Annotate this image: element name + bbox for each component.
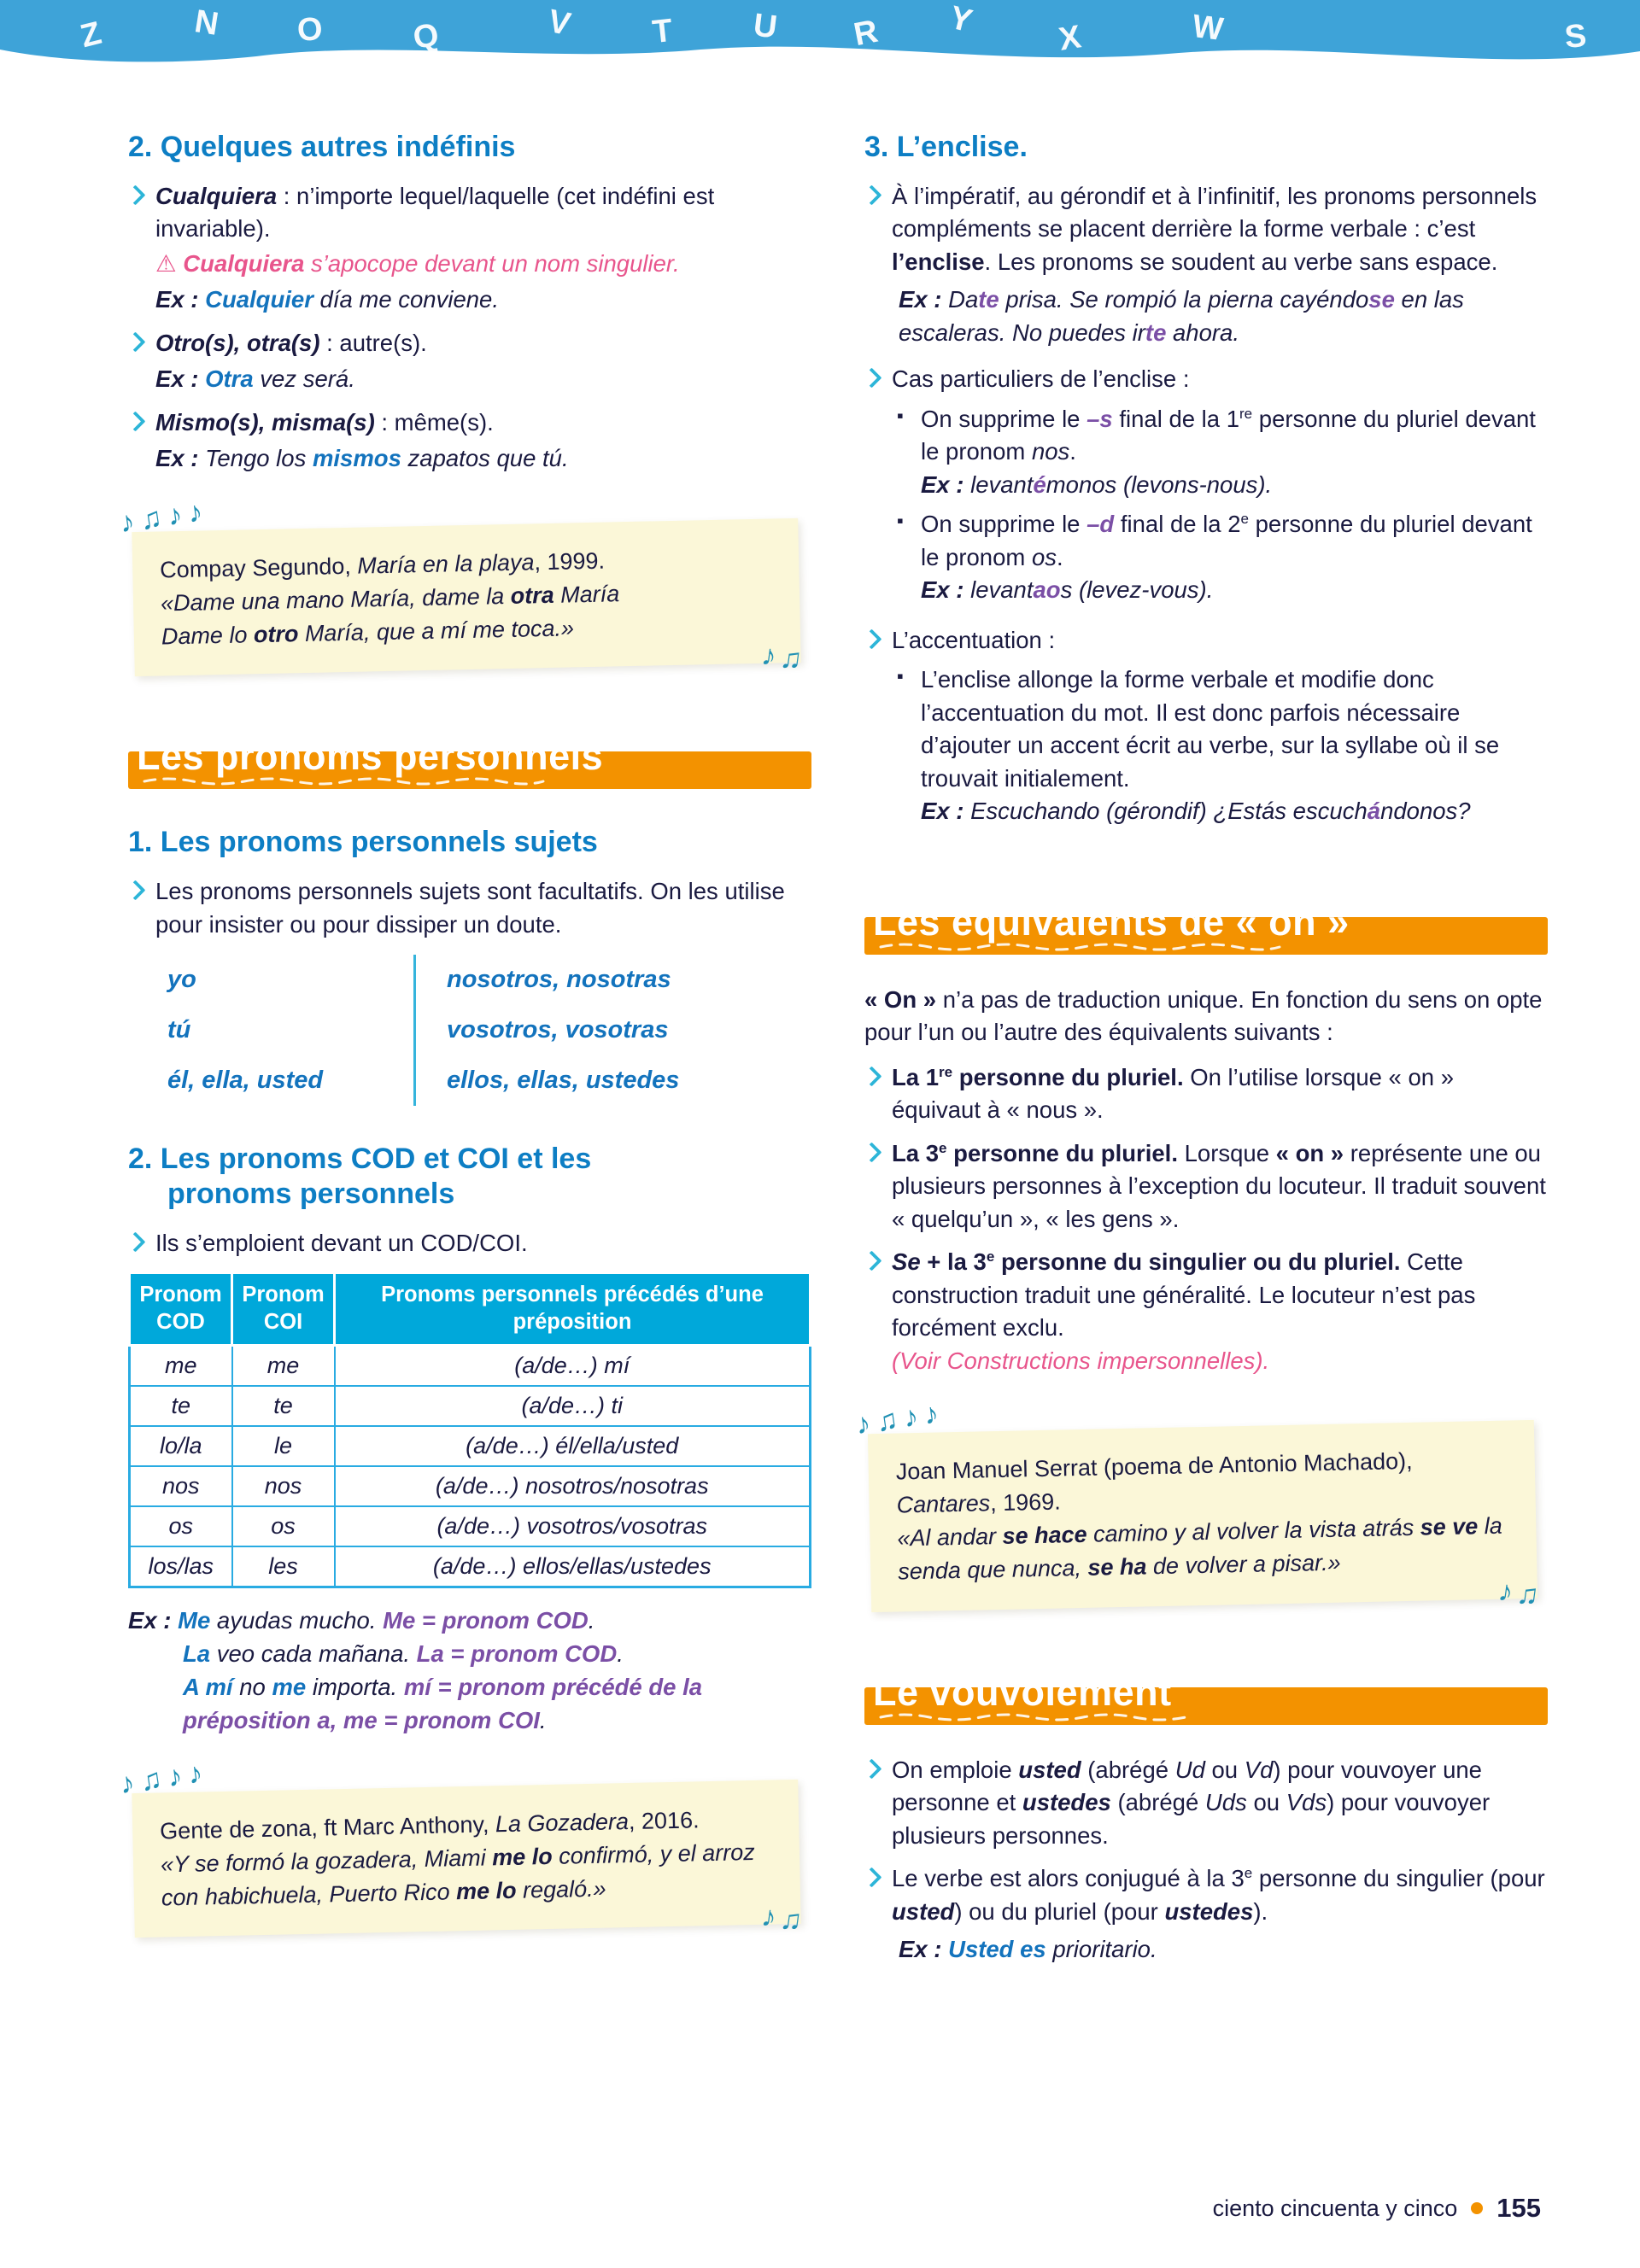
bullet-text: Se + la 3e personne du singulier ou du pluriel. Cette construction traduit une généralité. Le locuteur n’est pas forcément exclu. [892, 1248, 1476, 1342]
bullet-otros [128, 327, 811, 396]
song-box-compay-segundo [117, 494, 808, 677]
song-box-serrat [853, 1396, 1545, 1613]
section-title: Les équivalents de « on » [873, 899, 1350, 944]
banner-letter: X [1056, 19, 1084, 58]
table-cell: nos [232, 1466, 335, 1506]
page-number: 155 [1496, 2193, 1541, 2223]
table-cell: (a/de…) mí [335, 1345, 811, 1386]
pronoun-cell: tú [167, 1016, 191, 1044]
bullet-text: Cualquiera : n’importe lequel/laquelle (cet indéfini est invariable). [155, 182, 715, 243]
chevron-bullet-icon [128, 406, 155, 476]
bullet-text: Le verbe est alors conjugué à la 3e personne du singulier (pour usted) ou du pluriel (pour ustedes). [892, 1865, 1545, 1925]
table-cell: nos [130, 1466, 232, 1506]
sub-bullet-suppression-d [897, 508, 1548, 607]
bullet-accentuation [864, 624, 1548, 835]
table-cell: os [130, 1506, 232, 1546]
chevron-bullet-icon [128, 327, 155, 396]
example-levantaos: Ex : levantaos (levez-vous). [921, 576, 1214, 604]
music-notes-icon: ♪♫ [758, 639, 808, 677]
table-cell: (a/de…) ellos/ellas/ustedes [335, 1546, 811, 1587]
table-cell: les [232, 1546, 335, 1587]
table-cell: lo/la [130, 1426, 232, 1466]
pronoun-cell: yo [167, 966, 196, 994]
pronoun-cell: él, ella, usted [167, 1067, 324, 1095]
square-bullet-icon: ▪ [897, 510, 904, 532]
sub-bullet-text: On supprime le –d final de la 2e personne du pluriel devant le pronom os. [921, 511, 1532, 570]
bullet-text: Cas particuliers de l’enclise : [892, 365, 1190, 393]
table-cell: le [232, 1426, 335, 1466]
chevron-bullet-icon [128, 1227, 155, 1260]
bullet-text: Les pronoms personnels sujets sont facultatifs. On les utilise pour insister ou pour dissiper un doute. [155, 878, 785, 938]
example-otra: Ex : Otra vez será. [155, 365, 355, 393]
page-number-words: ciento cincuenta y cinco [1212, 2195, 1458, 2221]
bullet-verbe-conjugue [864, 1862, 1548, 1970]
music-notes-icon: ♪♫ [1496, 1574, 1545, 1613]
song-reference: Compay Segundo, María en la playa, 1999. [159, 547, 606, 583]
example-enclise: Ex : Date prisa. Se rompió la pierna cayéndose en las escaleras. No puedes irte ahora. [899, 286, 1464, 346]
example-block [128, 1604, 811, 1737]
heading-pronoms-sujets: 1. Les pronoms personnels sujets [128, 826, 598, 859]
intro-on: « On » n’a pas de traduction unique. En fonction du sens on opte pour l’un ou l’autre des équivalents suivants : [864, 985, 1543, 1046]
wavy-underline-icon [142, 775, 552, 786]
pronoun-cell: nosotros, nosotras [413, 955, 811, 1005]
pronoun-cell: vosotros, vosotras [413, 1005, 811, 1055]
banner-letter: R [851, 13, 882, 54]
bullet-text: À l’impératif, au gérondif et à l’infinitif, les pronoms personnels compléments se placent derrière la forme verbale : c’est l’enclise. Les pronoms se soudent au verbe sans espace. [892, 182, 1538, 275]
table-header: Pronoms personnels précédés d’une préposition [335, 1273, 811, 1346]
banner-letter: Z [77, 15, 105, 56]
song-quote: «Dame una mano María, dame la otra María [160, 581, 620, 617]
chevron-bullet-icon [864, 1137, 892, 1236]
chevron-bullet-icon [864, 624, 892, 835]
chevron-bullet-icon [864, 180, 892, 354]
page-body [0, 82, 1640, 1980]
table-row [130, 1345, 811, 1386]
right-column [853, 130, 1548, 1980]
bullet-cod-coi [128, 1227, 811, 1260]
banner-letter: N [191, 3, 221, 43]
cross-reference-note: (Voir Constructions impersonnelles). [892, 1347, 1270, 1374]
heading-enclise: 3. L’enclise. [864, 131, 1028, 163]
table-cell: (a/de…) él/ella/usted [335, 1426, 811, 1466]
table-row [130, 1506, 811, 1546]
table-cell: los/las [130, 1546, 232, 1587]
music-notes-icon: ♪♫♪♪ [117, 1756, 211, 1801]
example-usted: Ex : Usted es prioritario. [899, 1936, 1157, 1963]
chevron-bullet-icon [864, 1754, 892, 1853]
table-cell: os [232, 1506, 335, 1546]
left-column [117, 130, 811, 1980]
bullet-text: On emploie usted (abrégé Ud ou Vd) pour vouvoyer une personne et ustedes (abrégé Uds ou Vds) pour vouvoyer plusieurs personnes. [892, 1756, 1491, 1849]
bullet-pronoms-sujets [128, 875, 811, 941]
song-reference: Gente de zona, ft Marc Anthony, La Gozadera, 2016. [159, 1807, 700, 1844]
chevron-bullet-icon [864, 1862, 892, 1970]
song-quote: Dame lo otro María, que a mí me toca.» [161, 615, 575, 650]
example-escuchandonos: Ex : Escuchando (gérondif) ¿Estás escuchándonos? [921, 798, 1471, 825]
table-row [130, 1546, 811, 1587]
bullet-text: Otro(s), otra(s) : autre(s). [155, 329, 427, 356]
banner-letter: V [545, 3, 574, 44]
bullet-text: Mismo(s), misma(s) : même(s). [155, 408, 494, 435]
section-title: Les pronoms personnels [137, 734, 604, 779]
table-cell: (a/de…) ti [335, 1386, 811, 1426]
bullet-text: L’accentuation : [892, 626, 1056, 653]
bullet-se-troisieme [864, 1246, 1548, 1377]
square-bullet-icon: ▪ [897, 665, 904, 687]
bullet-enclise-def [864, 180, 1548, 354]
bullet-troisieme-personne [864, 1137, 1548, 1236]
section-banner-equivalents-on [864, 888, 1548, 955]
example-line: La veo cada mañana. La = pronom COD. [183, 1640, 624, 1667]
decorative-letter-banner [0, 0, 1640, 82]
chevron-bullet-icon [128, 180, 155, 317]
banner-letter: T [650, 12, 675, 51]
chevron-bullet-icon [864, 363, 892, 614]
banner-letter: W [1190, 8, 1226, 49]
bullet-text: Ils s’emploient devant un COD/COI. [155, 1229, 528, 1256]
music-notes-icon: ♪♫♪♪ [853, 1396, 947, 1441]
example-mismos: Ex : Tengo los mismos zapatos que tú. [155, 445, 569, 472]
example-cualquier: Ex : Cualquier día me conviene. [155, 286, 499, 313]
cod-coi-table [128, 1271, 811, 1588]
bullet-premiere-personne [864, 1061, 1548, 1127]
table-cell: me [232, 1345, 335, 1386]
table-row [130, 1466, 811, 1506]
heading-pronoms-cod-coi: 2. Les pronoms COD et COI et les pronoms personnels [128, 1143, 592, 1210]
chevron-bullet-icon [128, 875, 155, 941]
heading-quelques-autres-indefinis: 2. Quelques autres indéfinis [128, 131, 516, 163]
banner-letter: S [1563, 17, 1589, 56]
table-header: Pronom COD [130, 1273, 232, 1346]
sub-bullet-text: L’enclise allonge la forme verbale et modifie donc l’accentuation du mot. Il est donc parfois nécessaire d’ajouter un accent écrit au verbe, sur la syllabe où il se trouvait initialement. [921, 666, 1500, 792]
bullet-text: La 3e personne du pluriel. Lorsque « on » représente une ou plusieurs personnes à l’exception du locuteur. Il traduit souvent « quelqu’un », « les gens ». [892, 1139, 1546, 1232]
table-row [130, 1426, 811, 1466]
warning-note: ⚠ Cualquiera s’apocope devant un nom singulier. [155, 249, 680, 277]
chevron-bullet-icon [864, 1061, 892, 1127]
subject-pronoun-table [157, 955, 811, 1106]
wavy-underline-icon [878, 1711, 1220, 1721]
section-banner-pronoms-personnels [128, 722, 811, 789]
pronoun-cell: ellos, ellas, ustedes [413, 1055, 811, 1106]
square-bullet-icon: ▪ [897, 404, 904, 426]
bullet-text: La 1re personne du pluriel. On l’utilise lorsque « on » équivaut à « nous ». [892, 1063, 1455, 1124]
footer-dot-icon [1471, 2202, 1483, 2214]
song-quote: «Al andar se hace camino y al volver la vista atrás se ve la senda que nunca, se ha de volver a pisar.» [897, 1513, 1503, 1586]
banner-letter: O [296, 11, 324, 49]
table-cell: te [232, 1386, 335, 1426]
song-quote: «Y se formó la gozadera, Miami me lo confirmó, y el arroz con habichuela, Puerto Rico me lo regaló.» [160, 1839, 756, 1911]
banner-letter: U [751, 7, 779, 46]
example-line: Ex : Me ayudas mucho. Me = pronom COD. [128, 1606, 595, 1634]
page-footer [1213, 2193, 1541, 2224]
wavy-underline-icon [878, 941, 1288, 951]
banner-letter: Y [946, 0, 976, 40]
sub-bullet-suppression-s [897, 403, 1548, 502]
banner-letter: Q [410, 16, 442, 57]
music-notes-icon: ♪♫♪♪ [117, 494, 211, 540]
song-box-gente-de-zona [117, 1756, 808, 1939]
bullet-usted [864, 1754, 1548, 1853]
table-header: Pronom COI [232, 1273, 335, 1346]
example-line: A mí no me importa. mí = pronom précédé de la préposition a, me = pronom COI. [183, 1673, 703, 1733]
example-levantemonos: Ex : levantémonos (levons-nous). [921, 471, 1273, 498]
song-reference: Joan Manuel Serrat (poema de Antonio Machado), Cantares, 1969. [895, 1448, 1413, 1518]
music-notes-icon: ♪♫ [758, 1900, 808, 1939]
sub-bullet-text: On supprime le –s final de la 1re personne du pluriel devant le pronom nos. [921, 405, 1536, 465]
section-title: Le vouvoiement [873, 1669, 1172, 1714]
wave-shape [0, 0, 1640, 82]
table-cell: (a/de…) nosotros/nosotras [335, 1466, 811, 1506]
chevron-bullet-icon [864, 1246, 892, 1377]
table-row [130, 1386, 811, 1426]
sub-bullet-accent [897, 663, 1548, 828]
table-cell: te [130, 1386, 232, 1426]
bullet-mismos [128, 406, 811, 476]
bullet-cas-particuliers [864, 363, 1548, 614]
bullet-cualquiera [128, 180, 811, 317]
table-cell: me [130, 1345, 232, 1386]
table-cell: (a/de…) vosotros/vosotras [335, 1506, 811, 1546]
section-banner-vouvoiement [864, 1658, 1548, 1725]
